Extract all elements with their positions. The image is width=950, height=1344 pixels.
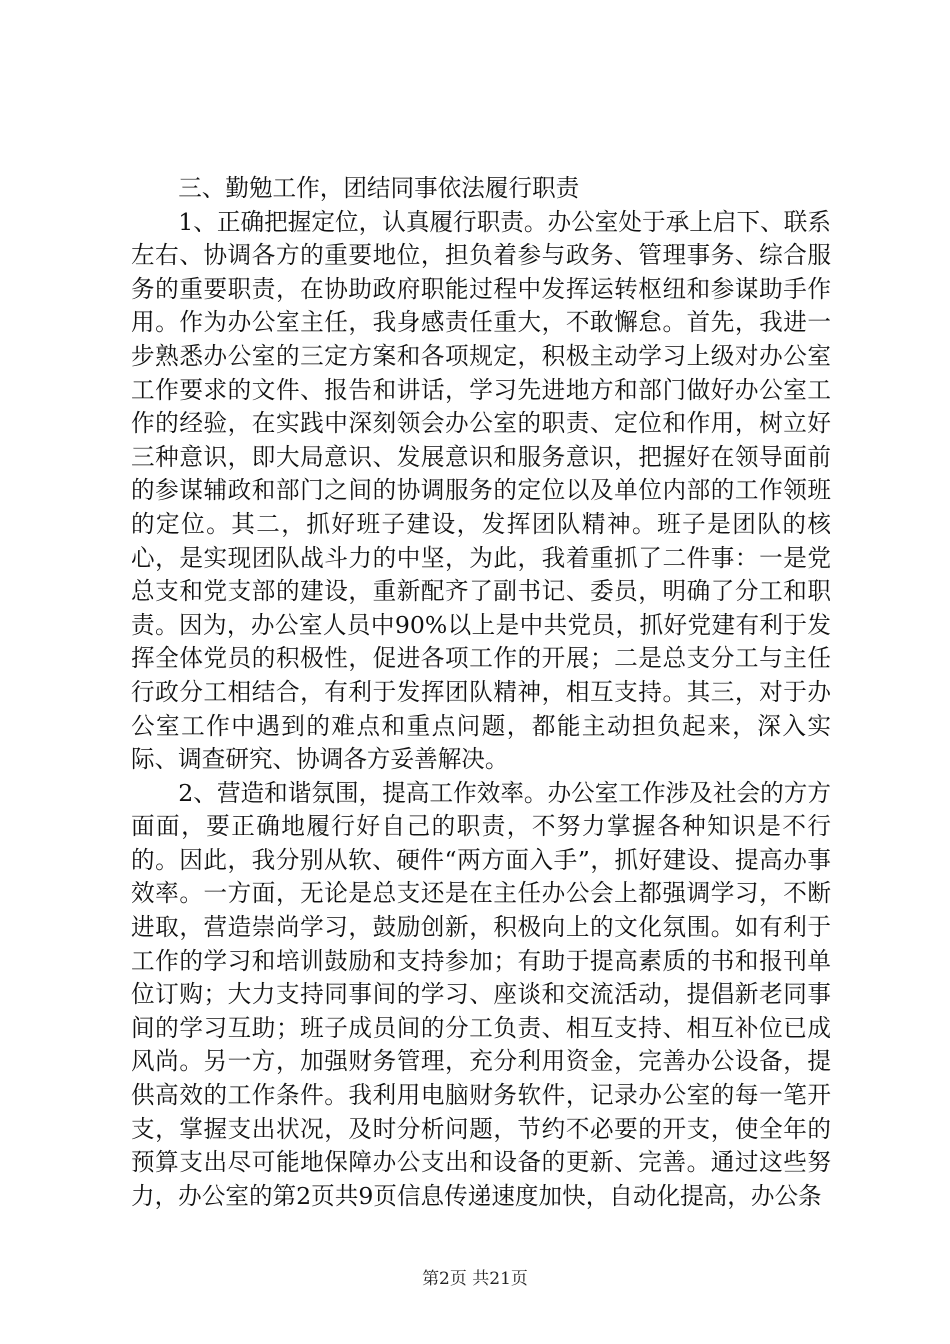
paragraph-1: 1、正确把握定位，认真履行职责。办公室处于承上启下、联系左右、协调各方的重要地位，担负着参与政务、管理事务、综合服务的重要职责，在协助政府职能过程中发挥运转枢纽和参谋助手作用。作为办公室主任，我身感责任重大，不敢懈怠。首先，我进一步熟悉办公室的三定方案和各项规定，积极主动学习上级对办公室工作要求的文件、报告和讲话，学习先进地方和部门做好办公室工作的经验，在实践中深刻领会办公室的职责、定位和作用，树立好三种意识，即大局意识、发展意识和服务意识，把握好在领导面前的参谋辅政和部门之间的协调服务的定位以及单位内部的工作领班的定位。其二，抓好班子建设，发挥团队精神。班子是团队的核心，是实现团队战斗力的中坚，为此，我着重抓了二件事：一是党总支和党支部的建设，重新配齐了副书记、委员，明确了分工和职责。因为，办公室人员中90%以上是中共党员，抓好党建有利于发挥全体党员的积极性，促进各项工作的开展；二是总支分工与主任行政分工相结合，有利于发挥团队精神，相互支持。其三，对于办公室工作中遇到的难点和重点问题，都能主动担负起来，深入实际、调查研究、协调各方妥善解决。 — [131, 207, 831, 774]
document-body — [131, 172, 831, 1213]
paragraph-2: 2、营造和谐氛围，提高工作效率。办公室工作涉及社会的方方面面，要正确地履行好自己的职责，不努力掌握各种知识是不行的。因此，我分别从软、硬件“两方面入手”，抓好建设、提高办事效率。一方面，无论是总支还是在主任办公会上都强调学习，不断进取，营造崇尚学习，鼓励创新，积极向上的文化氛围。如有利于工作的学习和培训鼓励和支持参加；有助于提高素质的书和报刊单位订购；大力支持同事间的学习、座谈和交流活动，提倡新老同事间的学习互助；班子成员间的分工负责、相互支持、相互补位已成风尚。另一方，加强财务管理，充分利用资金，完善办公设备，提供高效的工作条件。我利用电脑财务软件，记录办公室的每一笔开支，掌握支出状况，及时分析问题，节约不必要的开支，使全年的预算支出尽可能地保障办公支出和设备的更新、完善。通过这些努力，办公室的第2页共9页信息传递速度加快，自动化提高，办公条 — [131, 778, 831, 1210]
page-number-footer: 第2页 共21页 — [422, 1269, 528, 1289]
section-heading: 三、勤勉工作，团结同事依法履行职责 — [178, 174, 580, 202]
